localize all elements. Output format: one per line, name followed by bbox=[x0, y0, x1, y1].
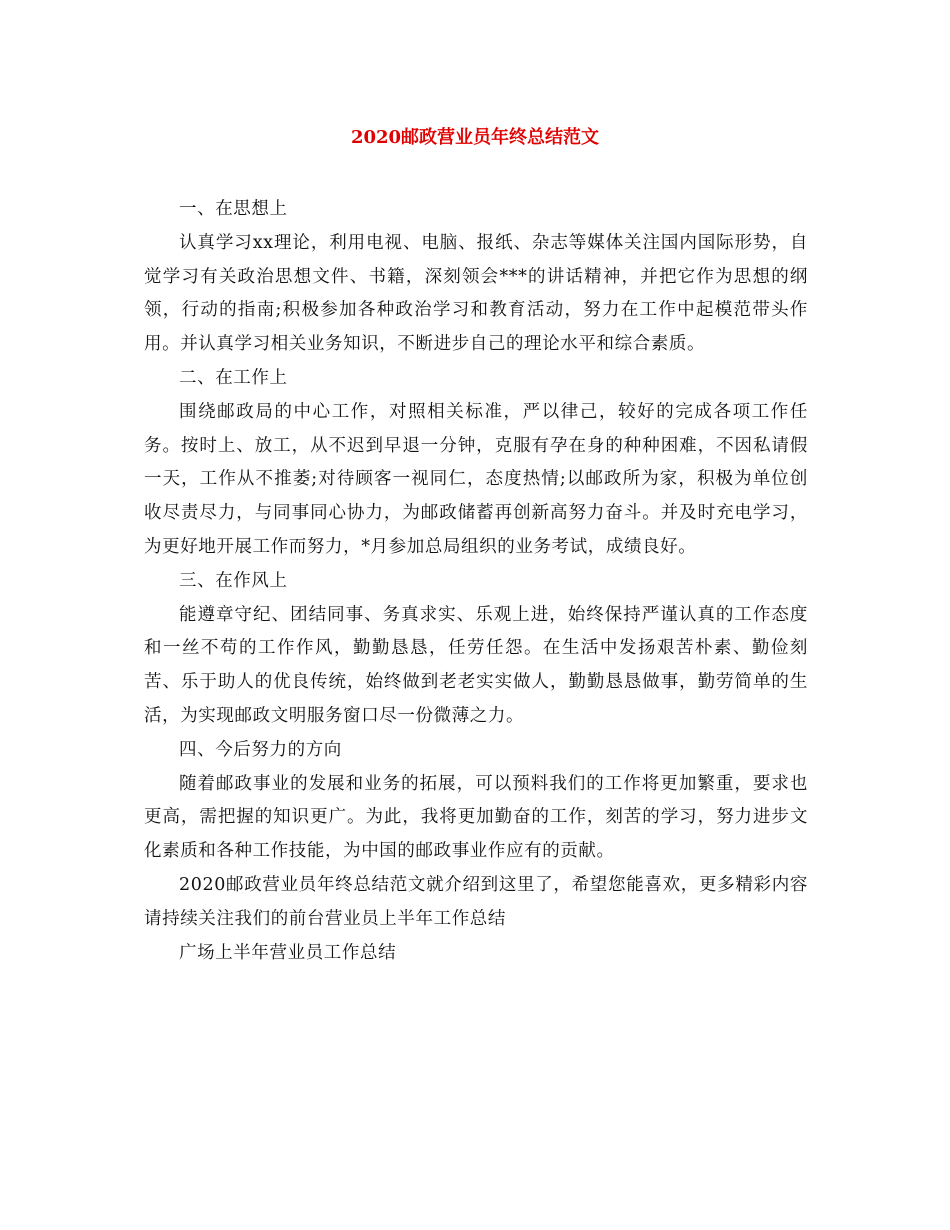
paragraph-closing: 2020邮政营业员年终总结范文就介绍到这里了，希望您能喜欢，更多精彩内容请持续关注我们的前台营业员上半年工作总结 bbox=[144, 874, 808, 929]
paragraph-work: 围绕邮政局的中心工作，对照相关标准，严以律己，较好的完成各项工作任务。按时上、放工，从不迟到早退一分钟，克服有孕在身的种种困难，不因私请假一天，工作从不推萎;对待顾客一视同仁，态度热情;以邮政所为家，积极为单位创收尽责尽力，与同事同心协力，为邮政储蓄再创新高努力奋斗。并及时充电学习，为更好地开展工作而努力，*月参加总局组织的业务考试，成绩良好。 bbox=[144, 401, 808, 557]
section-heading-style: 三、在作风上 bbox=[179, 570, 288, 591]
paragraph-thought: 认真学习xx理论，利用电视、电脑、报纸、杂志等媒体关注国内国际形势，自觉学习有关政治思想文件、书籍，深刻领会***的讲话精神，并把它作为思想的纲领，行动的指南;积极参加各种政治学习和教育活动，努力在工作中起模范带头作用。并认真学习相关业务知识，不断进步自己的理论水平和综合素质。 bbox=[144, 232, 808, 355]
paragraph-future: 随着邮政事业的发展和业务的拓展，可以预料我们的工作将更加繁重，要求也更高，需把握的知识更广。为此，我将更加勤奋的工作，刻苦的学习，努力进步文化素质和各种工作技能，为中国的邮政事业作应有的贡献。 bbox=[144, 773, 808, 862]
document-title: 2020邮政营业员年终总结范文 bbox=[350, 127, 600, 148]
section-heading-future: 四、今后努力的方向 bbox=[179, 739, 342, 760]
related-article-link: 广场上半年营业员工作总结 bbox=[179, 942, 397, 963]
document-body bbox=[144, 193, 808, 970]
section-heading-thought: 一、在思想上 bbox=[179, 199, 288, 219]
section-heading-work: 二、在工作上 bbox=[179, 367, 288, 388]
paragraph-style: 能遵章守纪、团结同事、务真求实、乐观上进，始终保持严谨认真的工作态度和一丝不苟的工作作风，勤勤恳恳，任劳任怨。在生活中发扬艰苦朴素、勤俭刻苦、乐于助人的优良传统，始终做到老老实实做人，勤勤恳恳做事，勤劳简单的生活，为实现邮政文明服务窗口尽一份微薄之力。 bbox=[144, 604, 808, 726]
